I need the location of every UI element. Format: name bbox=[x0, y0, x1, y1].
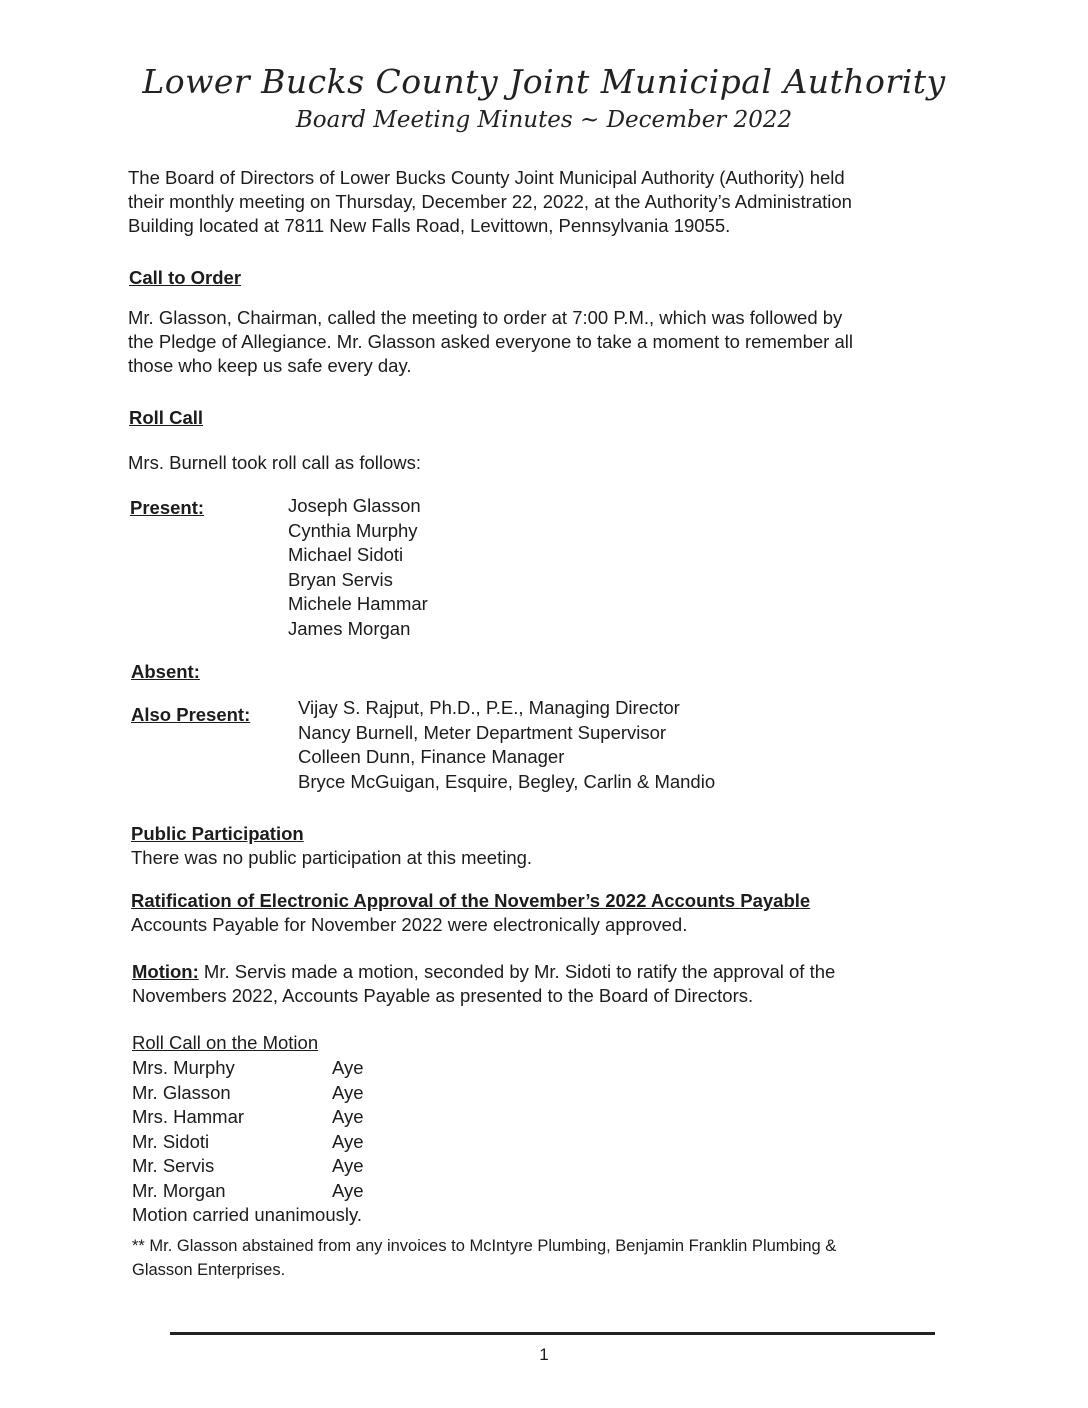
vote-value: Aye bbox=[332, 1179, 364, 1201]
intro-line: Building located at 7811 New Falls Road, Levittown, Pennsylvania 19055. bbox=[128, 215, 731, 236]
roll-call-on-motion-heading: Roll Call on the Motion bbox=[132, 1032, 319, 1053]
motion-paragraph bbox=[132, 961, 835, 983]
list-item: Michele Hammar bbox=[288, 593, 428, 614]
abstention-note-line2: Glasson Enterprises. bbox=[132, 1261, 286, 1279]
ratification-heading: Ratification of Electronic Approval of the November’s 2022 Accounts Payable bbox=[131, 890, 811, 911]
motion-text-line2: Novembers 2022, Accounts Payable as presented to the Board of Directors. bbox=[132, 985, 754, 1006]
call-to-order-paragraph bbox=[128, 306, 968, 378]
intro-paragraph bbox=[128, 166, 968, 238]
voter-name: Mr. Servis bbox=[132, 1155, 215, 1176]
absent-label: Absent: bbox=[131, 661, 200, 682]
intro-line: The Board of Directors of Lower Bucks County Joint Municipal Authority (Authority) held bbox=[128, 167, 845, 188]
voter-name: Mr. Glasson bbox=[132, 1081, 231, 1103]
roll-call-heading: Roll Call bbox=[129, 407, 204, 428]
motion-text: Mr. Servis made a motion, seconded by Mr. Sidoti to ratify the approval of the bbox=[198, 961, 836, 982]
also-present-label: Also Present: bbox=[131, 704, 251, 725]
footer-divider bbox=[170, 1332, 935, 1335]
roll-call-intro: Mrs. Burnell took roll call as follows: bbox=[128, 452, 422, 473]
list-item: Vijay S. Rajput, Ph.D., P.E., Managing Director bbox=[298, 697, 680, 718]
abstention-note-line1: ** Mr. Glasson abstained from any invoices to McIntyre Plumbing, Benjamin Franklin Plumbing & bbox=[132, 1237, 837, 1255]
voter-name: Mrs. Murphy bbox=[132, 1057, 235, 1078]
list-item: Bryan Servis bbox=[288, 568, 393, 590]
vote-value: Aye bbox=[332, 1106, 364, 1127]
list-item: Colleen Dunn, Finance Manager bbox=[298, 746, 565, 767]
list-item: Michael Sidoti bbox=[288, 544, 404, 565]
public-participation-text: There was no public participation at this meeting. bbox=[131, 847, 533, 868]
list-item: Cynthia Murphy bbox=[288, 519, 418, 541]
list-item: Bryce McGuigan, Esquire, Begley, Carlin & Mandio bbox=[298, 770, 716, 792]
vote-row bbox=[132, 1081, 364, 1106]
vote-row bbox=[132, 1179, 364, 1204]
list-item: Joseph Glasson bbox=[288, 495, 421, 516]
ratification-text: Accounts Payable for November 2022 were electronically approved. bbox=[131, 914, 688, 935]
vote-row bbox=[132, 1105, 364, 1130]
document-title: Lower Bucks County Joint Municipal Authority bbox=[142, 62, 946, 101]
intro-line: their monthly meeting on Thursday, December 22, 2022, at the Authority’s Administration bbox=[128, 191, 852, 212]
voter-name: Mr. Sidoti bbox=[132, 1130, 210, 1152]
present-list bbox=[288, 494, 428, 641]
list-item: James Morgan bbox=[288, 617, 411, 639]
vote-row bbox=[132, 1154, 364, 1179]
motion-result: Motion carried unanimously. bbox=[132, 1204, 362, 1225]
call-to-order-line: those who keep us safe every day. bbox=[128, 355, 412, 376]
call-to-order-line: Mr. Glasson, Chairman, called the meeting to order at 7:00 P.M., which was followed by bbox=[128, 307, 843, 328]
call-to-order-line: the Pledge of Allegiance. Mr. Glasson asked everyone to take a moment to remember all bbox=[128, 331, 853, 352]
document-subtitle: Board Meeting Minutes ~ December 2022 bbox=[295, 107, 793, 133]
vote-value: Aye bbox=[332, 1155, 364, 1176]
also-present-list bbox=[298, 696, 715, 794]
vote-row bbox=[132, 1056, 364, 1081]
present-label: Present: bbox=[130, 497, 205, 518]
page-number: 1 bbox=[539, 1345, 549, 1364]
public-participation-heading: Public Participation bbox=[131, 823, 304, 844]
vote-value: Aye bbox=[332, 1081, 364, 1103]
call-to-order-heading: Call to Order bbox=[129, 267, 242, 288]
list-item: Nancy Burnell, Meter Department Supervisor bbox=[298, 721, 667, 743]
vote-value: Aye bbox=[332, 1057, 364, 1078]
vote-row bbox=[132, 1130, 364, 1155]
motion-label: Motion: bbox=[132, 961, 199, 982]
vote-value: Aye bbox=[332, 1130, 364, 1152]
voter-name: Mrs. Hammar bbox=[132, 1106, 245, 1127]
voter-name: Mr. Morgan bbox=[132, 1179, 226, 1201]
vote-list bbox=[132, 1056, 364, 1203]
